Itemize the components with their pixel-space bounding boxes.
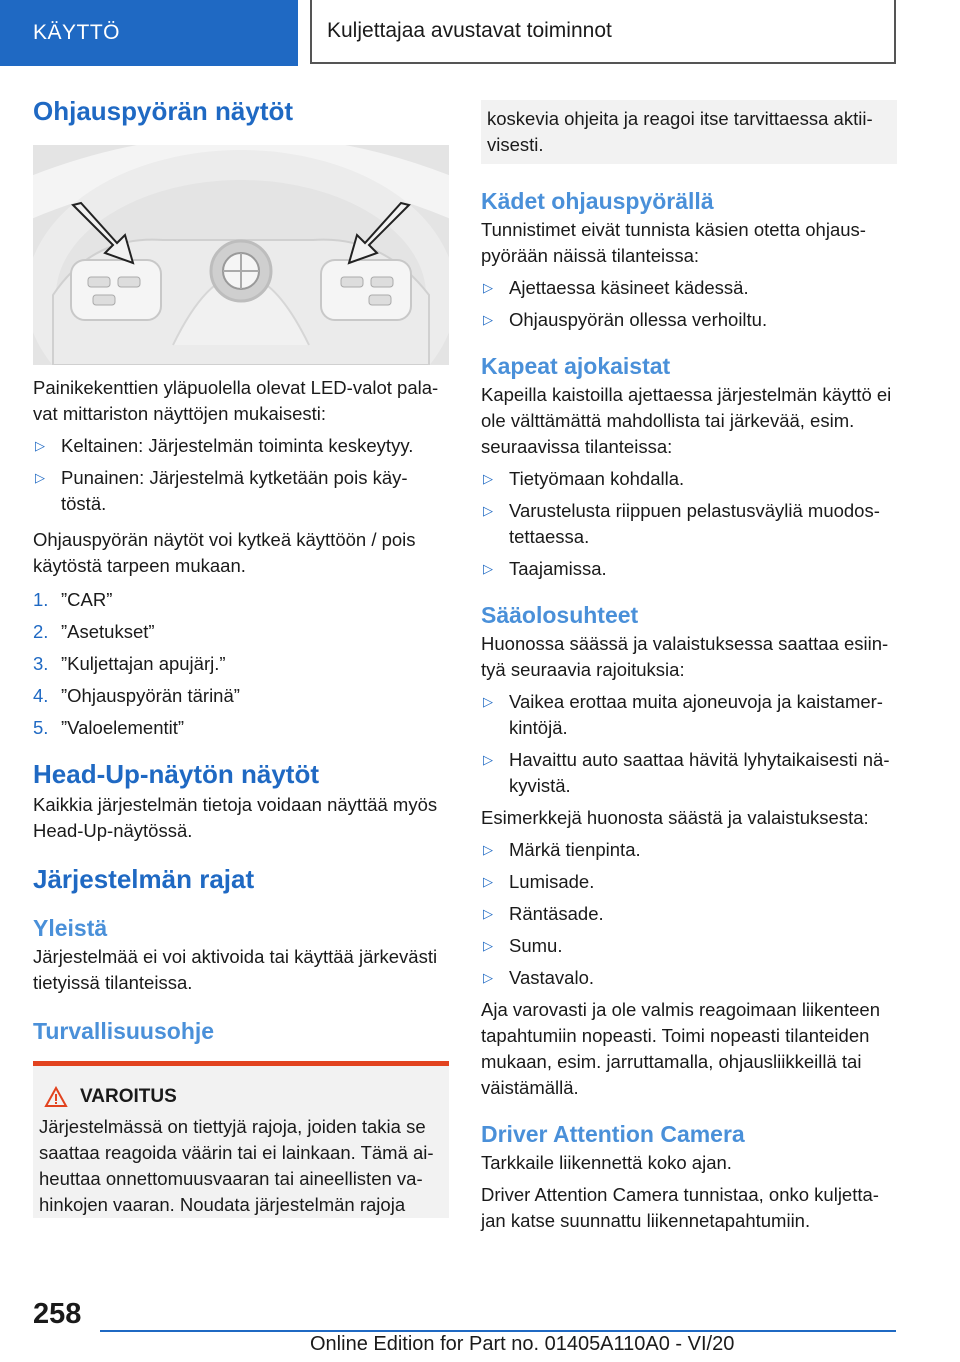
weather-list — [481, 689, 897, 799]
list-item: ▷ Vaikea erottaa muita ajoneuvoja ja kaistamer-kintöjä. — [483, 691, 883, 738]
list-item: 4. ”Ohjauspyörän tärinä” — [33, 685, 240, 706]
general-paragraph: Järjestelmää ei voi aktivoida tai käyttää järkevästi tietyissä tilanteissa. — [33, 946, 438, 993]
warning-continuation-text: koskevia ohjeita ja reagoi itse tarvittaessa aktii-visesti. — [487, 108, 873, 155]
steering-wheel-illustration — [33, 145, 449, 365]
led-list — [33, 433, 449, 517]
triangle-bullet-icon: ▷ — [483, 561, 493, 576]
triangle-bullet-icon: ▷ — [483, 970, 493, 985]
list-item: ▷ Taajamissa. — [481, 556, 897, 582]
steering-wheel-image — [33, 145, 449, 365]
list-item: ▷ Keltainen: Järjestelmän toiminta keskeytyy. — [33, 433, 449, 459]
hands-list — [481, 275, 897, 333]
heading-safety: Turvallisuusohje — [33, 1018, 215, 1044]
hands-paragraph: Tunnistimet eivät tunnista käsien otetta ohjaus-pyörään näissä tilanteissa: — [481, 219, 866, 266]
heading-hands-on-wheel: Kädet ohjauspyörällä — [481, 188, 714, 214]
triangle-bullet-icon: ▷ — [483, 503, 493, 518]
right-column — [481, 96, 897, 1234]
toggle-paragraph: Ohjauspyörän näytöt voi kytkeä käyttöön / pois käytöstä tarpeen mukaan. — [33, 529, 416, 576]
camera-paragraph-2: Driver Attention Camera tunnistaa, onko kuljetta-jan katse suunnattu liikennetapahtumiin. — [481, 1184, 879, 1231]
triangle-bullet-icon: ▷ — [483, 874, 493, 889]
list-item: 1. ”CAR” — [33, 589, 113, 610]
triangle-bullet-icon: ▷ — [483, 906, 493, 921]
list-item: ▷ Vastavalo. — [481, 965, 897, 991]
heading-system-limits: Järjestelmän rajat — [33, 864, 255, 894]
triangle-bullet-icon: ▷ — [35, 470, 45, 485]
page-number: 258 — [33, 1298, 82, 1330]
list-item: ▷ Lumisade. — [481, 869, 897, 895]
edition-text: Online Edition for Part no. 01405A110A0 - VI/20 — [310, 1333, 735, 1355]
camera-paragraph-1: Tarkkaile liikennettä koko ajan. — [481, 1152, 732, 1173]
triangle-bullet-icon: ▷ — [483, 938, 493, 953]
list-item: ▷ Räntäsade. — [481, 901, 897, 927]
page-header — [0, 0, 960, 66]
list-item: ▷ Tietyömaan kohdalla. — [481, 466, 897, 492]
examples-paragraph: Esimerkkejä huonosta säästä ja valaistuksesta: — [481, 807, 869, 828]
list-item: ▷ Havaittu auto saattaa hävitä lyhytaikaisesti nä-kyvistä. — [483, 749, 890, 796]
heading-general: Yleistä — [33, 915, 108, 941]
examples-list — [481, 837, 897, 991]
heading-hud: Head-Up-näytön näytöt — [33, 759, 319, 789]
triangle-bullet-icon: ▷ — [483, 312, 493, 327]
heading-narrow-lanes: Kapeat ajokaistat — [481, 353, 671, 379]
list-item: 3. ”Kuljettajan apujärj.” — [33, 653, 226, 674]
warning-text: Järjestelmässä on tiettyjä rajoja, joiden takia se saattaa reagoida väärin tai ei lainkaan. Tämä ai-heuttaa onnettomuusvaaran tai aineellisten va-hinkojen vaaran. Noudata järjestelmän rajoja — [39, 1116, 434, 1215]
warning-continuation-box — [481, 100, 897, 164]
led-paragraph: Painikekenttien yläpuolella olevat LED-valot pala-vat mittariston näyttöjen mukaisesti: — [33, 377, 439, 424]
triangle-bullet-icon: ▷ — [483, 752, 493, 767]
heading-weather: Sääolosuhteet — [481, 602, 639, 628]
triangle-bullet-icon: ▷ — [35, 438, 45, 453]
footer-divider — [100, 1330, 896, 1332]
list-item: 5. ”Valoelementit” — [33, 717, 185, 738]
list-item: ▷ Sumu. — [481, 933, 897, 959]
careful-paragraph: Aja varovasti ja ole valmis reagoimaan liikenteen tapahtumiin nopeasti. Toimi nopeasti tilanteiden mukaan, esim. jarruttamalla, ohjausliikkeillä tai väistämällä. — [481, 999, 880, 1098]
heading-driver-attention-camera: Driver Attention Camera — [481, 1121, 745, 1147]
steps-list — [33, 587, 449, 741]
chapter-title: Kuljettajaa avustavat toiminnot — [310, 0, 896, 64]
triangle-bullet-icon: ▷ — [483, 280, 493, 295]
hud-paragraph: Kaikkia järjestelmän tietoja voidaan näyttää myös Head-Up-näytössä. — [33, 794, 438, 841]
section-label: KÄYTTÖ — [0, 0, 298, 66]
warning-icon — [44, 1086, 68, 1108]
list-item: ▷ Märkä tienpinta. — [481, 837, 897, 863]
left-column — [33, 96, 449, 1218]
triangle-bullet-icon: ▷ — [483, 694, 493, 709]
lanes-list — [481, 466, 897, 582]
list-item: ▷ Punainen: Järjestelmä kytketään pois käy-töstä. — [35, 467, 408, 514]
triangle-bullet-icon: ▷ — [483, 471, 493, 486]
list-item: ▷ Ajettaessa käsineet kädessä. — [481, 275, 897, 301]
triangle-bullet-icon: ▷ — [483, 842, 493, 857]
warning-title: VAROITUS — [44, 1086, 443, 1108]
lanes-paragraph: Kapeilla kaistoilla ajettaessa järjestelmän käyttö ei ole välttämättä mahdollista tai järkevää, esim. seuraavissa tilanteissa: — [481, 384, 892, 457]
list-item: 2. ”Asetukset” — [33, 621, 155, 642]
warning-box — [33, 1061, 449, 1218]
weather-paragraph: Huonossa säässä ja valaistuksessa saattaa esiin-tyä seuraavia rajoituksia: — [481, 633, 889, 680]
list-item: ▷ Ohjauspyörän ollessa verhoiltu. — [481, 307, 897, 333]
list-item: ▷ Varustelusta riippuen pelastusväyliä muodos-tettaessa. — [483, 500, 880, 547]
heading-steering-displays: Ohjauspyörän näytöt — [33, 96, 294, 126]
